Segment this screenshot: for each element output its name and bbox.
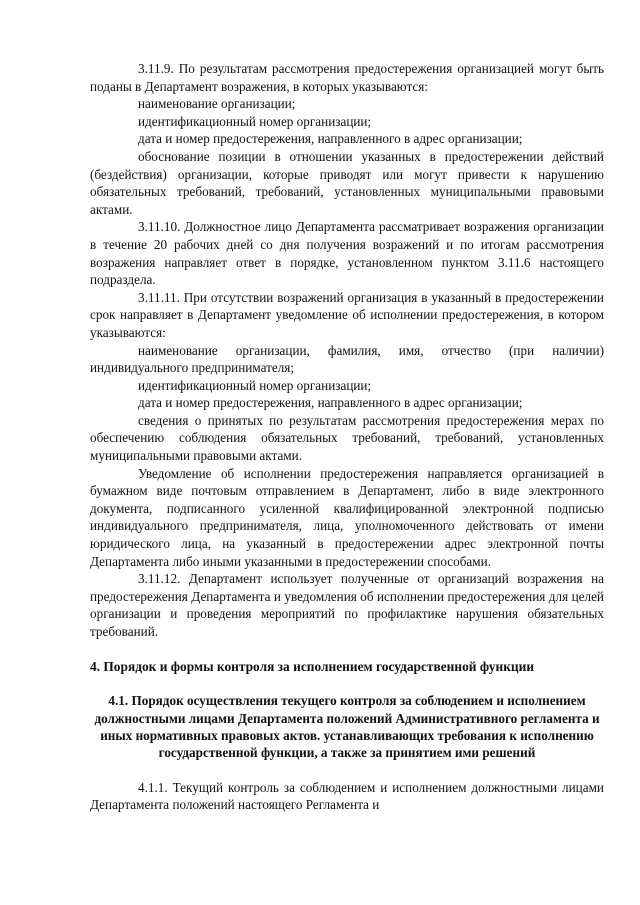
section-heading: 4.1. Порядок осуществления текущего контроля за соблюдением и исполнением должностными лицами Департамента положений Административного регламента и иных нормативных правовых актов. устанавливающих требования к исполнению государственной функции, а также за принятием ими решений bbox=[94, 693, 600, 761]
list-item-org-name: наименование организации; bbox=[138, 96, 296, 112]
spacer bbox=[90, 762, 604, 779]
list-item-warning-date: дата и номер предостережения, направленного в адрес организации; bbox=[138, 131, 523, 147]
paragraph-4-1-1: 4.1.1. Текущий контроль за соблюдением и исполнением должностными лицами Департамента положений настоящего Регламента и bbox=[90, 779, 604, 813]
paragraph-3-11-12: 3.11.12. Департамент использует полученные от организаций возражения на предостережения Департамента и уведомления об исполнении предостережения для целей организации и проведения мероприятий по профилактике нарушения обязательных требований. bbox=[90, 571, 604, 639]
list-item-org-id-2: идентификационный номер организации; bbox=[138, 377, 372, 393]
paragraph-3-11-11: 3.11.11. При отсутствии возражений организация в указанный в предостережении срок направляет в Департамент уведомление об исполнении предостережения, в котором указываются: bbox=[90, 289, 604, 340]
list-item-position-justification: обоснование позиции в отношении указанных в предостережении действий (бездействия) организации, которые приводят или могут привести к нарушению обязательных требований, требований, установленных муниципальными правовыми актами. bbox=[90, 148, 604, 217]
list-item-warning-date-2: дата и номер предостережения, направленного в адрес организации; bbox=[138, 395, 523, 411]
paragraph-3-11-9: 3.11.9. По результатам рассмотрения предостережения организацией могут быть поданы в Департамент возражения, в которых указываются: bbox=[90, 61, 604, 94]
list-item-org-id: идентификационный номер организации; bbox=[138, 113, 372, 129]
chapter-heading: 4. Порядок и формы контроля за исполнением государственной функции bbox=[90, 658, 535, 674]
list-item-org-name-fio: наименование организации, фамилия, имя, отчество (при наличии) индивидуального предпринимателя; bbox=[90, 342, 604, 376]
spacer bbox=[90, 641, 604, 658]
paragraph-notification: Уведомление об исполнении предостережения направляется организацией в бумажном виде почтовым отправлением в Департамент, либо в виде электронного документа, подписанного усиленной квалифицированной электронной подписью индивидуального предпринимателя, лица, уполномоченного действовать от имени юридического лица, на указанный в предостережении адрес электронной почты Департамента либо иными указанными в предостережении способами. bbox=[90, 465, 604, 569]
list-item-measures-info: сведения о принятых по результатам рассмотрения предостережения мерах по обеспечению соблюдения обязательных требований, требований, установленных муниципальными правовыми актами. bbox=[90, 412, 604, 464]
spacer bbox=[90, 675, 604, 692]
paragraph-3-11-10: 3.11.10. Должностное лицо Департамента рассматривает возражения организации в течение 20 рабочих дней со дня получения возражений и по итогам рассмотрения возражения направляет ответ в порядке, установленном пунктом 3.11.6 настоящего подраздела. bbox=[90, 219, 604, 288]
